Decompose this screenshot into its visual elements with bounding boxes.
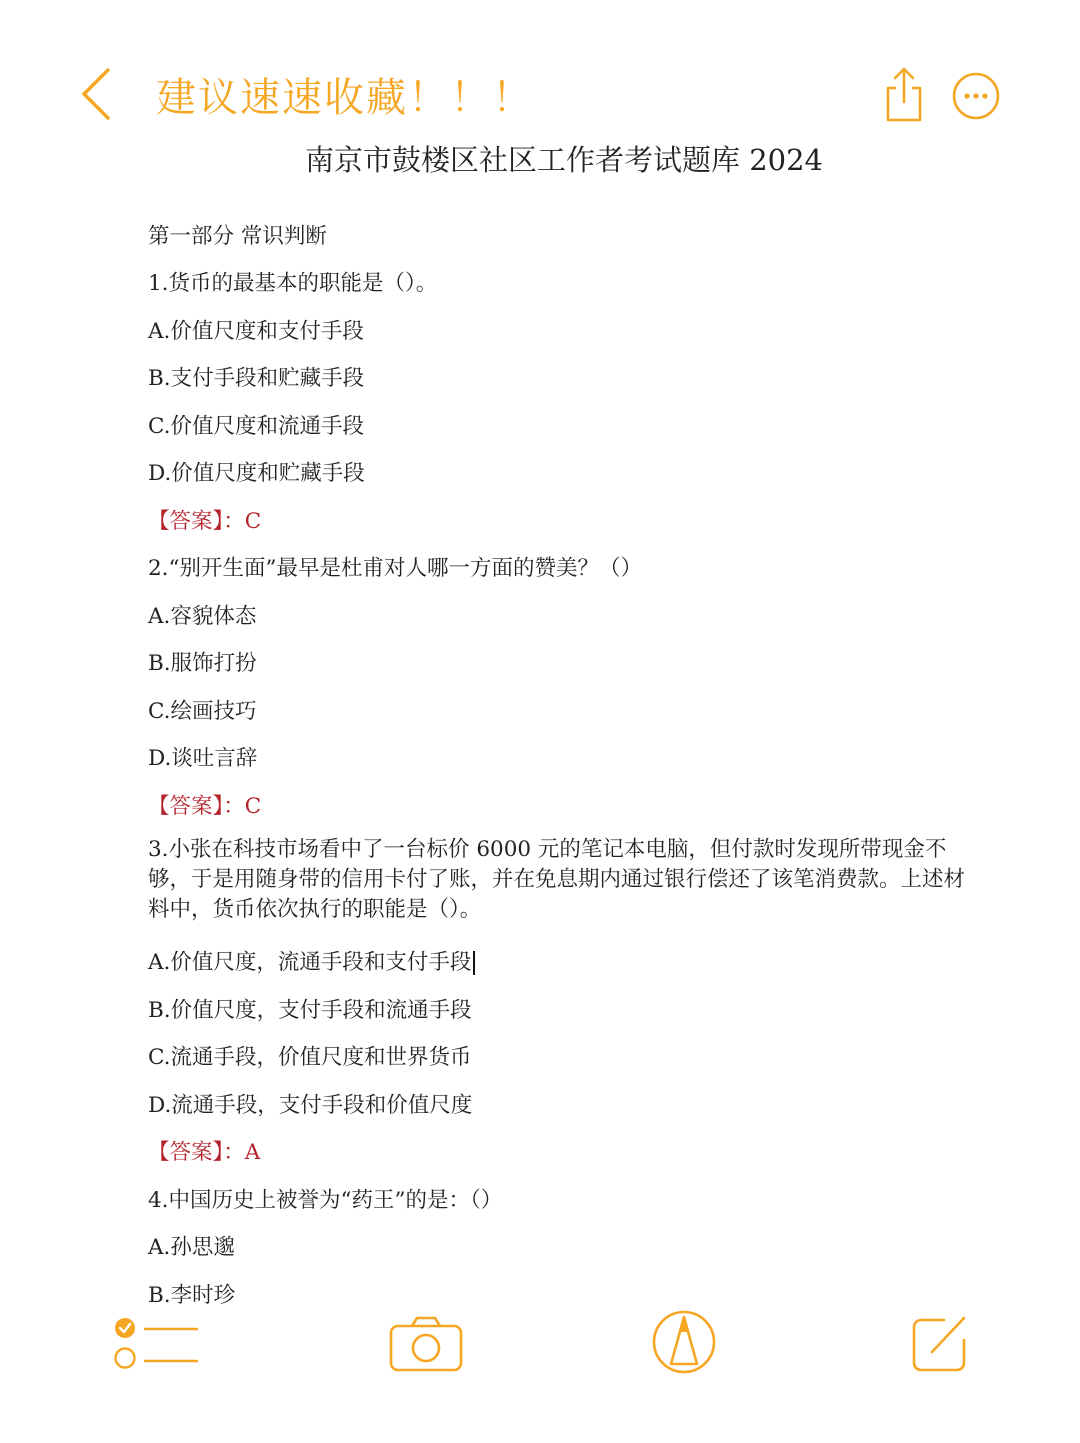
checklist-icon: [110, 1312, 202, 1378]
question-1-option-b: B.支付手段和贮藏手段: [148, 366, 365, 391]
question-2-option-c: C.绘画技巧: [148, 698, 257, 724]
question-4-option-a: A.孙思邈: [148, 1235, 235, 1260]
question-1-stem: 1.货币的最基本的职能是（）。: [148, 271, 438, 296]
markup-button[interactable]: [650, 1308, 718, 1376]
question-1-option-a: A.价值尺度和支付手段: [148, 318, 364, 344]
document-title: 南京市鼓楼区社区工作者考试题库 2024: [304, 143, 824, 177]
question-3-option-a: [148, 944, 978, 982]
more-icon: [950, 70, 1002, 122]
question-3-answer: 【答案】：A: [148, 1140, 261, 1165]
question-1-option-c: C.价值尺度和流通手段: [148, 413, 365, 439]
share-button[interactable]: [880, 66, 928, 124]
compose-icon: [910, 1312, 970, 1374]
checklist-button[interactable]: [110, 1312, 202, 1378]
question-3-option-c: C.流通手段，价值尺度和世界货币: [148, 1045, 472, 1070]
question-3-stem: 3.小张在科技市场看中了一台标价 6000 元的笔记本电脑，但付款时发现所带现金不够，于是用随身带的信用卡付了账，并在免息期内通过银行偿还了该笔消费款。上述材料中，货币依次执行的职能是（）。: [148, 837, 966, 922]
note-title: 建议速速收藏！！！: [156, 75, 534, 121]
question-4-option-b: B.李时珍: [148, 1282, 236, 1308]
back-button[interactable]: [70, 62, 130, 126]
compose-button[interactable]: [910, 1312, 970, 1374]
share-icon: [880, 66, 928, 124]
question-2-option-d: D.谈吐言辞: [148, 746, 258, 771]
chevron-left-icon: [70, 62, 130, 126]
markup-pen-icon: [650, 1308, 718, 1376]
question-1-answer: 【答案】：C: [148, 508, 262, 534]
question-3-option-a-text: A.价值尺度，流通手段和支付手段: [148, 950, 472, 975]
top-bar: [0, 0, 1080, 130]
camera-icon: [388, 1314, 464, 1374]
text-cursor: [473, 951, 475, 975]
section-heading: 第一部分 常识判断: [148, 224, 327, 249]
question-2-answer: 【答案】：C: [148, 793, 262, 819]
question-1-option-d: D.价值尺度和贮藏手段: [148, 461, 365, 486]
bottom-toolbar: [0, 1300, 1080, 1400]
question-2-option-a: A.容貌体态: [148, 603, 257, 629]
question-3-option-d: D.流通手段，支付手段和价值尺度: [148, 1092, 473, 1118]
question-2-stem: 2.“别开生面”最早是杜甫对人哪一方面的赞美？（）: [148, 556, 642, 581]
camera-button[interactable]: [388, 1314, 464, 1374]
more-button[interactable]: [950, 70, 1002, 122]
question-3-option-b: B.价值尺度，支付手段和流通手段: [148, 997, 472, 1023]
question-2-option-b: B.服饰打扮: [148, 651, 257, 676]
document-body[interactable]: [148, 218, 978, 1324]
question-4-stem: 4.中国历史上被誉为“药王”的是：（）: [148, 1187, 503, 1213]
